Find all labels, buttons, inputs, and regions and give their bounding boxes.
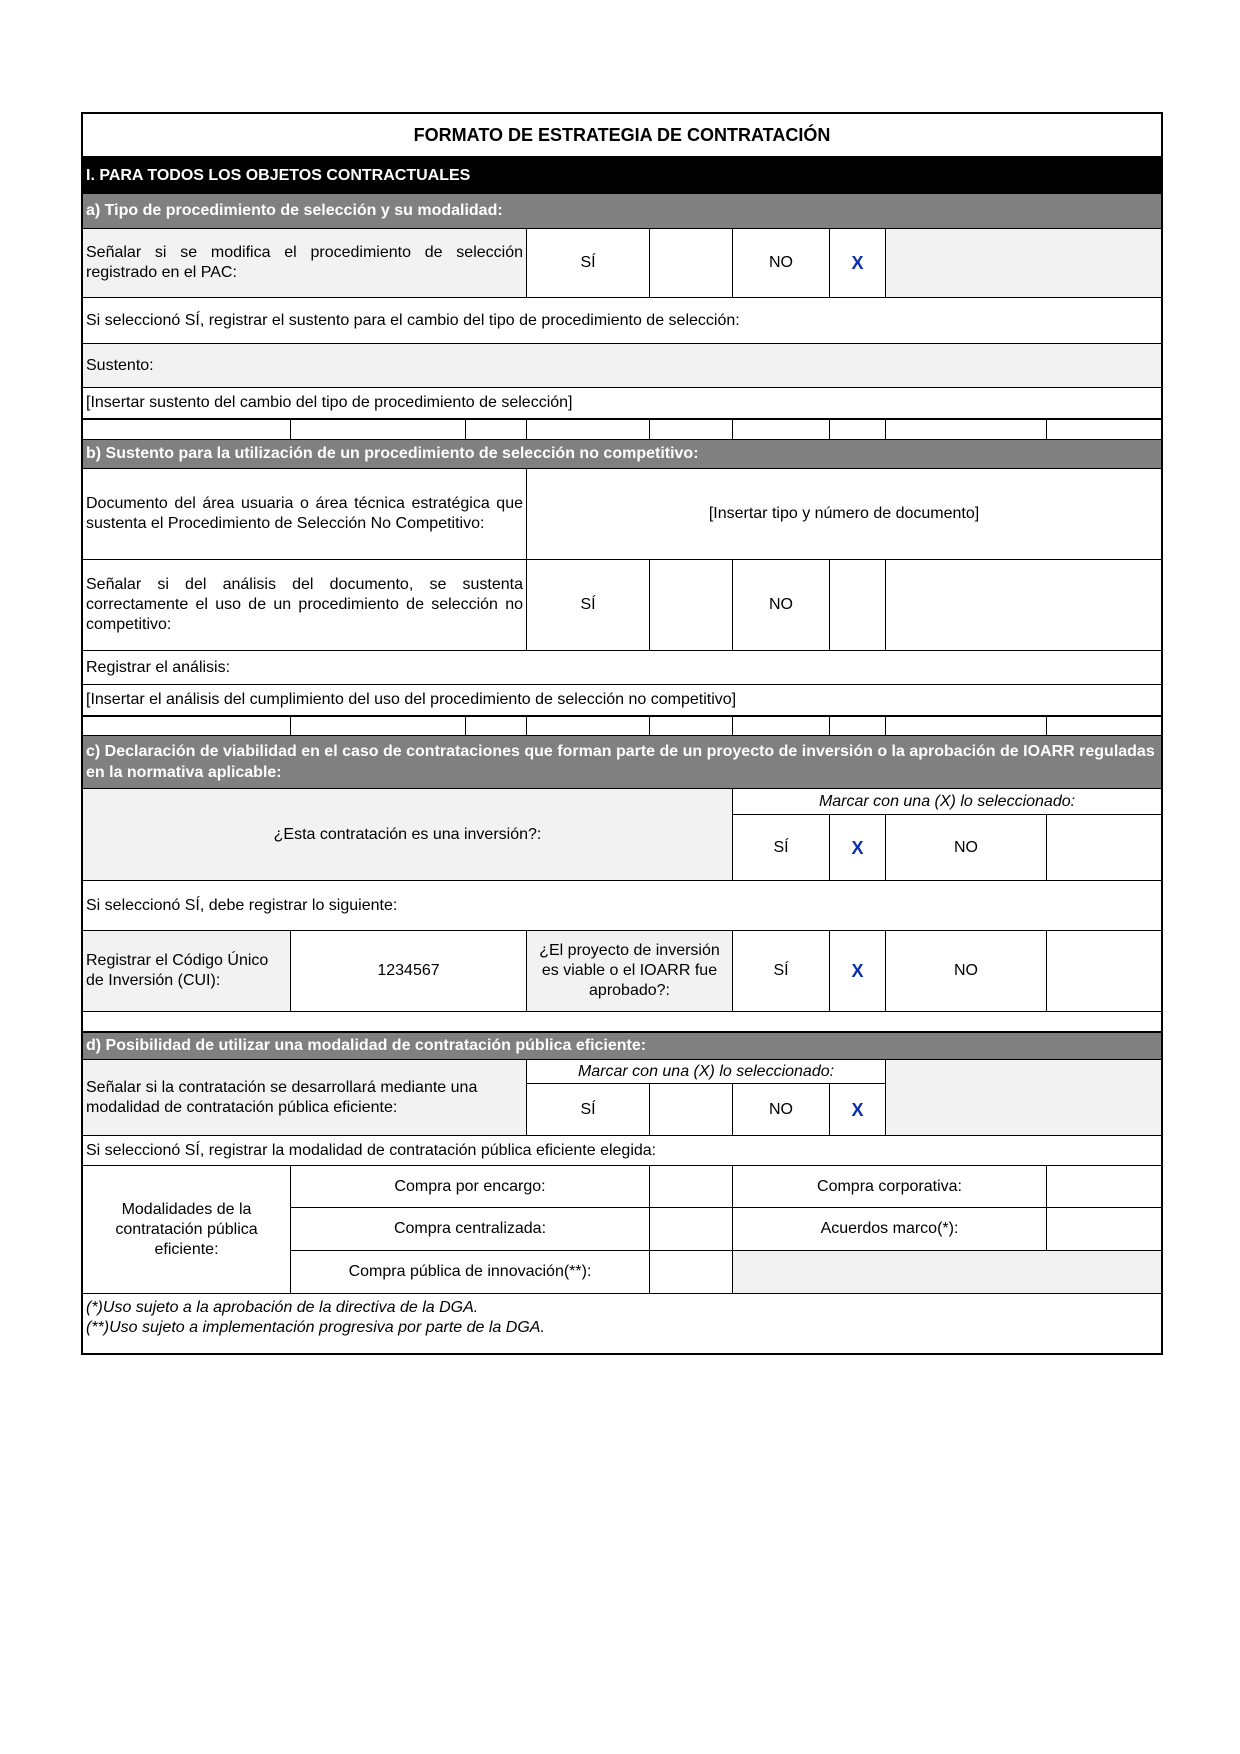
section-b-no-label — [733, 560, 830, 651]
section-a-yes-label — [527, 229, 650, 298]
spacer-row-3 — [83, 1012, 1161, 1033]
section-c-viable-yes-label-text: SÍ — [773, 962, 789, 979]
section-c-viable-no-checkbox[interactable] — [1047, 931, 1161, 1012]
section-c-yes-checkbox-text: X — [851, 837, 864, 858]
modality-acuerdos-checkbox[interactable] — [1047, 1208, 1161, 1251]
modality-empty-cell — [733, 1251, 1161, 1294]
section-c-no-label — [886, 815, 1047, 881]
modality-innovacion-checkbox[interactable] — [650, 1251, 733, 1294]
section-b-register-field[interactable] — [83, 685, 1161, 717]
modality-encargo-checkbox[interactable] — [650, 1166, 733, 1208]
section-b-doc-question-text: Documento del área usuaria o área técnica estratégica que sustenta el Procedimiento de Selección No Competitivo: — [86, 495, 523, 532]
footnote-2: (**)Uso sujeto a implementación progresiva por parte de la DGA. — [86, 1319, 545, 1336]
modality-corporativa-checkbox[interactable] — [1047, 1166, 1161, 1208]
modality-centralizada-label — [291, 1208, 650, 1251]
section-a-question — [83, 229, 527, 298]
footnote-1: (*)Uso sujeto a la aprobación de la directiva de la DGA. — [86, 1299, 479, 1316]
section-d-header — [83, 1033, 1161, 1060]
section-a-filler — [886, 229, 1161, 298]
section-c-yes-label-text: SÍ — [773, 838, 789, 856]
section-d-question-text: Señalar si la contratación se desarrollará mediante una modalidad de contratación pública eficiente: — [86, 1078, 478, 1116]
section-b-register-field-text: [Insertar el análisis del cumplimiento del uso del procedimiento de selección no competitivo] — [86, 691, 737, 708]
spacer-row-2 — [83, 717, 1161, 736]
section-b-analysis-question — [83, 560, 527, 651]
section-c-viable-question — [527, 931, 733, 1012]
section-c-yes-checkbox[interactable] — [830, 815, 886, 881]
section-d-question — [83, 1060, 527, 1136]
section-d-no-checkbox-text: X — [851, 1099, 864, 1120]
section-b-analysis-question-text: Señalar si del análisis del documento, se sustenta correctamente el uso de un procedimiento de selección no competitivo: — [86, 576, 523, 633]
section-d-mark-note-text: Marcar con una (X) lo seleccionado: — [577, 1062, 835, 1080]
part-i-header — [83, 157, 1161, 194]
section-b-yes-label-text: SÍ — [580, 596, 596, 613]
section-d-if-yes — [83, 1136, 1161, 1166]
section-a-header-text: a) Tipo de procedimiento de selección y su modalidad: — [86, 202, 503, 219]
section-c-viable-yes-checkbox-text: X — [851, 961, 864, 981]
section-b-no-checkbox[interactable] — [830, 560, 886, 651]
section-c-if-yes — [83, 881, 1161, 931]
section-a-no-label — [733, 229, 830, 298]
modality-acuerdos-label — [733, 1208, 1047, 1251]
section-d-yes-checkbox[interactable] — [650, 1084, 733, 1136]
section-d-if-yes-text: Si seleccionó SÍ, registrar la modalidad de contratación pública eficiente elegida: — [86, 1141, 657, 1159]
section-d-header-text: d) Posibilidad de utilizar una modalidad de contratación pública eficiente: — [86, 1037, 647, 1054]
section-d-yes-label — [527, 1084, 650, 1136]
section-c-no-label-text: NO — [954, 838, 978, 856]
section-d-no-label-text: NO — [769, 1100, 793, 1118]
section-b-doc-field-text: [Insertar tipo y número de documento] — [708, 505, 980, 522]
modality-encargo-label — [291, 1166, 650, 1208]
part-i-header-text: I. PARA TODOS LOS OBJETOS CONTRACTUALES — [86, 166, 471, 184]
section-b-register-label-text: Registrar el análisis: — [86, 658, 231, 676]
section-c-cui-label-text: Registrar el Código Único de Inversión (CUI): — [86, 952, 269, 989]
spacer-row-1 — [83, 420, 1161, 440]
section-a-sustento-field-text: [Insertar sustento del cambio del tipo de procedimiento de selección] — [86, 394, 573, 411]
section-a-no-checkbox[interactable] — [830, 229, 886, 298]
modality-acuerdos-label-text: Acuerdos marco(*): — [820, 1220, 959, 1237]
modality-corporativa-label — [733, 1166, 1047, 1208]
form-title — [83, 114, 1161, 157]
section-d-no-checkbox[interactable] — [830, 1084, 886, 1136]
section-d-no-label — [733, 1084, 830, 1136]
section-a-header — [83, 194, 1161, 229]
section-b-doc-question — [83, 469, 527, 560]
modality-corporativa-label-text: Compra corporativa: — [817, 1177, 962, 1195]
section-a-yes-label-text: SÍ — [580, 254, 596, 271]
section-a-yes-checkbox[interactable] — [650, 229, 733, 298]
modality-centralizada-checkbox[interactable] — [650, 1208, 733, 1251]
section-b-no-label-text: NO — [769, 596, 793, 613]
section-b-doc-field[interactable] — [527, 469, 1161, 560]
section-b-header-text: b) Sustento para la utilización de un procedimiento de selección no competitivo: — [86, 445, 699, 462]
section-d-modalities-label — [83, 1166, 291, 1294]
section-a-sustento-label-text: Sustento: — [86, 356, 154, 374]
section-a-no-label-text: NO — [769, 254, 793, 271]
section-b-yes-label — [527, 560, 650, 651]
section-c-viable-no-label-text: NO — [954, 962, 978, 979]
section-d-yes-label-text: SÍ — [580, 1100, 596, 1118]
section-c-mark-note-text: Marcar con una (X) lo seleccionado: — [818, 792, 1076, 810]
section-c-yes-label — [733, 815, 830, 881]
section-c-if-yes-text: Si seleccionó SÍ, debe registrar lo siguiente: — [86, 896, 398, 914]
form-title-text: FORMATO DE ESTRATEGIA DE CONTRATACIÓN — [413, 125, 831, 145]
section-c-viable-yes-label — [733, 931, 830, 1012]
section-c-viable-no-label — [886, 931, 1047, 1012]
section-d-filler — [886, 1060, 1161, 1136]
section-b-yes-checkbox[interactable] — [650, 560, 733, 651]
section-c-header-text: c) Declaración de viabilidad en el caso de contrataciones que forman parte de un proyecto de inversión o la aprobación de IOARR reguladas en la normativa aplicable: — [86, 743, 1155, 781]
modality-innovacion-label-text: Compra pública de innovación(**): — [348, 1263, 592, 1280]
modality-centralizada-label-text: Compra centralizada: — [393, 1220, 547, 1237]
section-c-investment-question — [83, 789, 733, 881]
section-a-no-checkbox-text: X — [851, 253, 864, 273]
section-d-mark-note — [527, 1060, 886, 1084]
section-b-header — [83, 440, 1161, 469]
section-c-investment-question-text: ¿Esta contratación es una inversión?: — [273, 825, 542, 843]
section-c-mark-note — [733, 789, 1161, 815]
section-a-if-yes — [83, 298, 1161, 344]
footnotes — [83, 1294, 1161, 1353]
section-c-viable-question-text: ¿El proyecto de inversión es viable o el IOARR fue aprobado?: — [539, 942, 720, 999]
section-c-viable-yes-checkbox[interactable] — [830, 931, 886, 1012]
modality-innovacion-label — [291, 1251, 650, 1294]
section-d-modalities-label-text: Modalidades de la contratación pública eficiente: — [115, 1200, 258, 1258]
contracting-strategy-form — [81, 112, 1163, 1355]
section-a-sustento-label — [83, 344, 1161, 388]
section-b-filler — [886, 560, 1161, 651]
section-c-header — [83, 736, 1161, 789]
section-a-sustento-field[interactable] — [83, 388, 1161, 420]
section-b-register-label — [83, 651, 1161, 685]
section-c-cui-label — [83, 931, 291, 1012]
section-c-no-checkbox[interactable] — [1047, 815, 1161, 881]
section-c-cui-field[interactable] — [291, 931, 527, 1012]
modality-encargo-label-text: Compra por encargo: — [394, 1177, 546, 1195]
section-a-if-yes-text: Si seleccionó SÍ, registrar el sustento para el cambio del tipo de procedimiento de selección: — [86, 311, 740, 329]
section-c-cui-field-text: 1234567 — [377, 962, 440, 979]
section-a-question-text: Señalar si se modifica el procedimiento de selección registrado en el PAC: — [86, 244, 523, 281]
